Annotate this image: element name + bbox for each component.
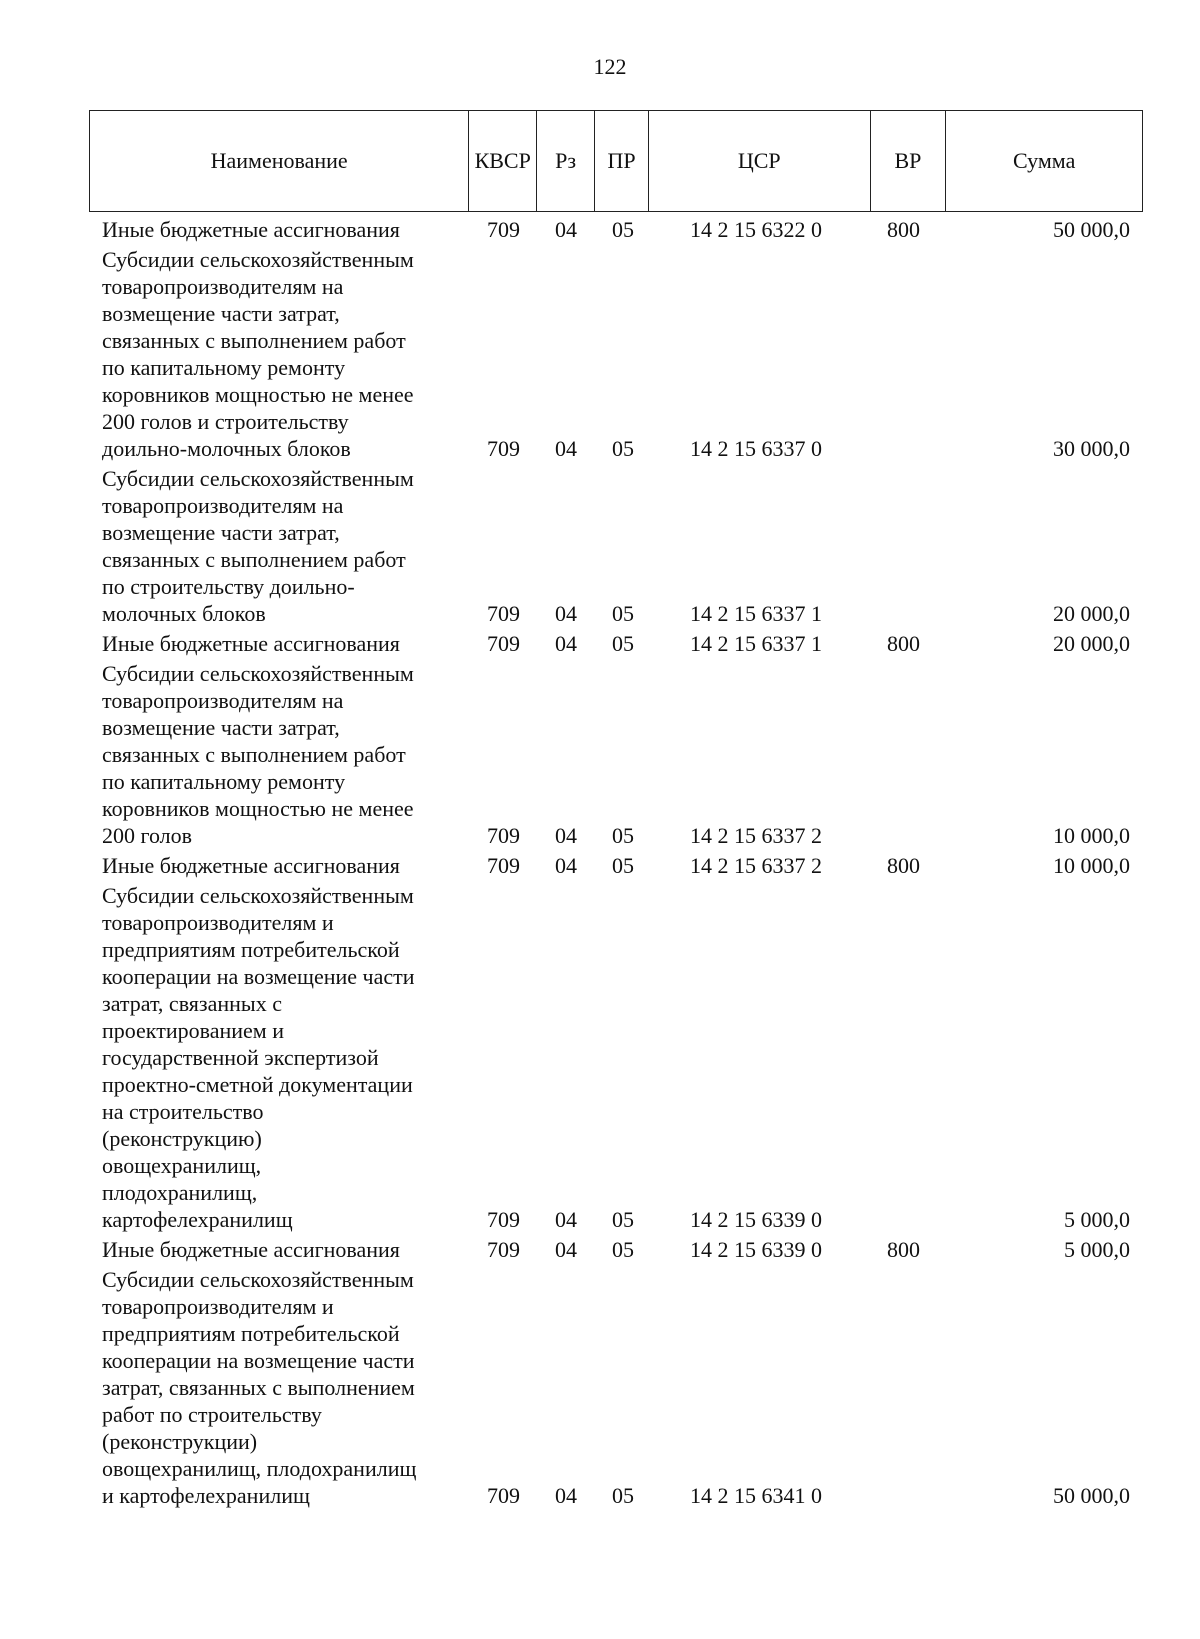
row-sum: 50 000,0 <box>1053 1483 1130 1508</box>
row-vr: 800 <box>887 217 920 242</box>
row-name: Иные бюджетные ассигнования <box>102 631 400 656</box>
row-csr: 14 2 15 6337 1 <box>690 601 822 626</box>
row-rz: 04 <box>555 1483 577 1508</box>
row-kvsr: 709 <box>487 1237 520 1262</box>
row-sum: 10 000,0 <box>1053 853 1130 878</box>
row-rz: 04 <box>555 823 577 848</box>
row-kvsr: 709 <box>487 853 520 878</box>
row-rz: 04 <box>555 853 577 878</box>
table-row <box>0 852 1200 879</box>
row-vr: 800 <box>887 631 920 656</box>
row-sum: 50 000,0 <box>1053 217 1130 242</box>
table-row <box>0 465 1200 627</box>
row-name: Субсидии сельскохозяйственным товаропроизводителям на возмещение части затрат, связанных с выполнением работ по капитальному ремонту коровников мощностью не менее 200 голов и строительству доильно-молочных блоков <box>102 247 414 461</box>
row-name: Субсидии сельскохозяйственным товаропроизводителям на возмещение части затрат, связанных с выполнением работ по капитальному ремонту коровников мощностью не менее 200 голов <box>102 661 414 848</box>
row-pr: 05 <box>612 823 634 848</box>
table-row <box>0 216 1200 243</box>
row-rz: 04 <box>555 1207 577 1232</box>
row-vr: 800 <box>887 853 920 878</box>
row-sum: 20 000,0 <box>1053 631 1130 656</box>
row-sum: 5 000,0 <box>1064 1237 1130 1262</box>
table-row <box>0 660 1200 849</box>
table-row <box>0 246 1200 462</box>
table-row <box>0 882 1200 1233</box>
row-csr: 14 2 15 6339 0 <box>690 1207 822 1232</box>
row-kvsr: 709 <box>487 217 520 242</box>
row-kvsr: 709 <box>487 1483 520 1508</box>
row-name: Субсидии сельскохозяйственным товаропроизводителям и предприятиям потребительской кооперации на возмещение части затрат, связанных с выполнением работ по строительству (реконструкции) овощехранилищ, плодохранилищ и картофелехранилищ <box>102 1267 417 1508</box>
table-row <box>0 1266 1200 1509</box>
row-rz: 04 <box>555 217 577 242</box>
row-pr: 05 <box>612 217 634 242</box>
row-name: Иные бюджетные ассигнования <box>102 217 400 242</box>
row-csr: 14 2 15 6337 2 <box>690 853 822 878</box>
row-csr: 14 2 15 6337 0 <box>690 436 822 461</box>
row-csr: 14 2 15 6339 0 <box>690 1237 822 1262</box>
row-pr: 05 <box>612 1207 634 1232</box>
row-pr: 05 <box>612 436 634 461</box>
row-name: Субсидии сельскохозяйственным товаропроизводителям на возмещение части затрат, связанных с выполнением работ по строительству доильно- молочных блоков <box>102 466 414 626</box>
row-rz: 04 <box>555 1237 577 1262</box>
row-pr: 05 <box>612 853 634 878</box>
header-csr: ЦСР <box>649 111 871 211</box>
header-sum: Сумма <box>1013 148 1076 173</box>
row-sum: 5 000,0 <box>1064 1207 1130 1232</box>
header-name: Наименование <box>90 111 469 211</box>
row-rz: 04 <box>555 436 577 461</box>
row-kvsr: 709 <box>487 631 520 656</box>
row-pr: 05 <box>612 1483 634 1508</box>
header-kvsr: КВСР <box>469 111 537 211</box>
header-rz: Рз <box>537 111 595 211</box>
row-pr: 05 <box>612 1237 634 1262</box>
row-kvsr: 709 <box>487 601 520 626</box>
row-kvsr: 709 <box>487 436 520 461</box>
row-name: Иные бюджетные ассигнования <box>102 853 400 878</box>
row-kvsr: 709 <box>487 1207 520 1232</box>
row-name: Субсидии сельскохозяйственным товаропроизводителям и предприятиям потребительской кооперации на возмещение части затрат, связанных с проектированием и государственной экспертизой проектно-сметной документации на строительство (реконструкцию) овощехранилищ, плодохранилищ, картофелехранилищ <box>102 883 415 1232</box>
row-sum: 20 000,0 <box>1053 601 1130 626</box>
header-pr: ПР <box>595 111 649 211</box>
row-csr: 14 2 15 6337 2 <box>690 823 822 848</box>
row-sum: 30 000,0 <box>1053 436 1130 461</box>
table-row <box>0 1236 1200 1263</box>
row-kvsr: 709 <box>487 823 520 848</box>
row-rz: 04 <box>555 601 577 626</box>
table-body <box>0 216 1200 1509</box>
row-csr: 14 2 15 6337 1 <box>690 631 822 656</box>
row-pr: 05 <box>612 601 634 626</box>
row-csr: 14 2 15 6341 0 <box>690 1483 822 1508</box>
table-row <box>0 630 1200 657</box>
row-pr: 05 <box>612 631 634 656</box>
row-vr: 800 <box>887 1237 920 1262</box>
page-number: 122 <box>593 54 627 79</box>
row-name: Иные бюджетные ассигнования <box>102 1237 400 1262</box>
table-header <box>89 110 1143 212</box>
row-rz: 04 <box>555 631 577 656</box>
row-sum: 10 000,0 <box>1053 823 1130 848</box>
row-csr: 14 2 15 6322 0 <box>690 217 822 242</box>
header-vr: ВР <box>871 111 947 211</box>
